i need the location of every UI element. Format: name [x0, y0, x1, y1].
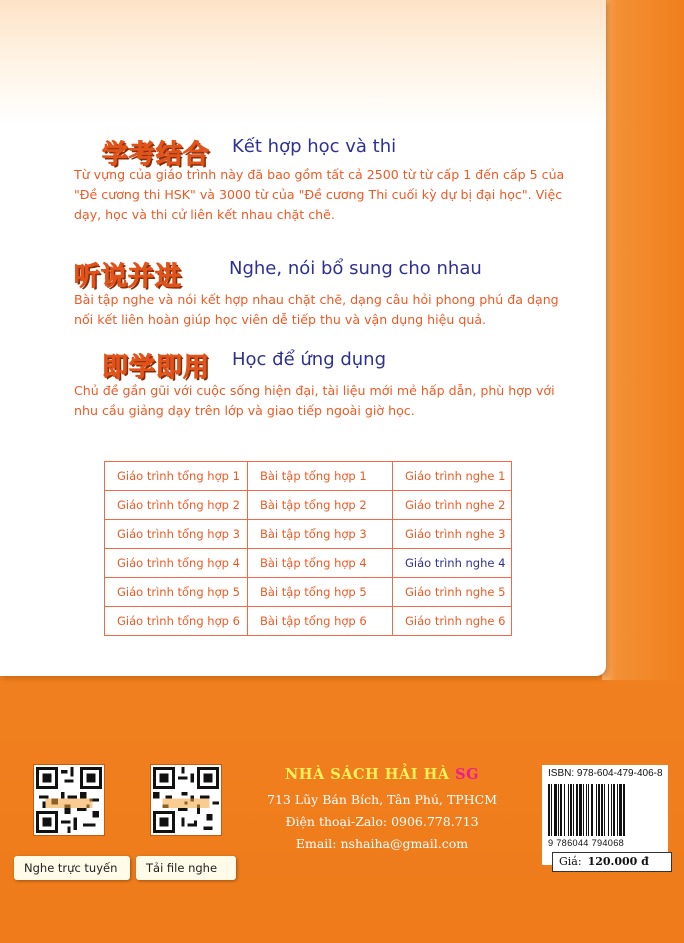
table-cell: Giáo trình tổng hợp 6	[105, 607, 248, 636]
table-row	[105, 491, 512, 520]
listen-online-label[interactable]: Nghe trực tuyến	[14, 856, 130, 880]
table-cell: Giáo trình tổng hợp 5	[105, 578, 248, 607]
section-line: "Đề cương thi HSK" và 3000 từ của "Đề cương Thi cuối kỳ dự bị đại học". Việc	[74, 187, 563, 202]
table-cell: Giáo trình tổng hợp 2	[105, 491, 248, 520]
side-stripe	[602, 0, 684, 680]
qr-code-icon	[153, 767, 219, 833]
table-cell: Bài tập tổng hợp 4	[248, 549, 393, 578]
table-cell: Giáo trình tổng hợp 4	[105, 549, 248, 578]
section-vn-title: Học để ứng dụng	[232, 349, 387, 370]
barcode-icon	[548, 784, 662, 838]
table-cell-highlighted: Giáo trình nghe 4	[393, 549, 512, 578]
table-cell: Bài tập tổng hợp 6	[248, 607, 393, 636]
publisher-name-suffix: SG	[455, 766, 479, 783]
section-line: Bài tập nghe và nói kết hợp nhau chặt chẽ, dạng câu hỏi phong phú đa dạng	[74, 292, 559, 307]
book-series-table	[104, 461, 512, 636]
qr-code-listen-online[interactable]	[34, 765, 104, 835]
section-learn-apply	[74, 347, 574, 421]
section-line: Chủ đề gần gũi với cuộc sống hiện đại, tài liệu mới mẻ hấp dẫn, phù hợp với	[74, 383, 555, 398]
table-cell: Giáo trình nghe 6	[393, 607, 512, 636]
table-row	[105, 520, 512, 549]
publisher-phone: Điện thoại-Zalo: 0906.778.713	[285, 814, 479, 829]
section-line: Từ vựng của giáo trình này đã bao gồm tất cả 2500 từ từ cấp 1 đến cấp 5 của	[74, 167, 565, 182]
barcode-digits: 9 786044 794068	[548, 838, 625, 848]
table-cell: Bài tập tổng hợp 3	[248, 520, 393, 549]
price-label: Giá:	[559, 855, 582, 868]
section-cn-title: 听说并进	[74, 262, 183, 292]
qr-code-icon	[36, 767, 102, 833]
price-value: 120.000 đ	[587, 855, 649, 868]
section-listen-speak	[74, 256, 574, 330]
table-cell: Giáo trình nghe 1	[393, 462, 512, 491]
section-line: nối kết liên hoàn giúp học viên dễ tiếp thu và vận dụng hiệu quả.	[74, 312, 487, 327]
table-cell: Giáo trình tổng hợp 3	[105, 520, 248, 549]
table-row	[105, 462, 512, 491]
table-row	[105, 607, 512, 636]
section-vn-title: Nghe, nói bổ sung cho nhau	[229, 258, 482, 279]
section-vn-title: Kết hợp học và thi	[232, 136, 397, 157]
table-cell: Bài tập tổng hợp 5	[248, 578, 393, 607]
qr-code-download[interactable]	[151, 765, 221, 835]
publisher-address: 713 Lũy Bán Bích, Tân Phú, TPHCM	[267, 792, 497, 807]
table-cell: Bài tập tổng hợp 2	[248, 491, 393, 520]
isbn-number: ISBN: 978-604-479-406-8	[548, 768, 663, 779]
table-cell: Bài tập tổng hợp 1	[248, 462, 393, 491]
section-study-exam	[74, 134, 574, 225]
table-cell: Giáo trình nghe 5	[393, 578, 512, 607]
publisher-info	[262, 766, 502, 855]
table-row	[105, 578, 512, 607]
publisher-name: NHÀ SÁCH HẢI HÀ SG	[285, 766, 479, 783]
section-cn-title: 即学即用	[102, 353, 211, 383]
table-cell: Giáo trình tổng hợp 1	[105, 462, 248, 491]
download-audio-label[interactable]: Tải file nghe	[136, 856, 236, 880]
table-cell: Giáo trình nghe 2	[393, 491, 512, 520]
price-box	[552, 852, 672, 872]
table-cell: Giáo trình nghe 3	[393, 520, 512, 549]
section-line: dạy, học và thi cử liên kết nhau chặt chẽ.	[74, 207, 335, 222]
section-cn-title: 学考结合	[102, 140, 211, 170]
publisher-email: Email: nshaiha@gmail.com	[295, 836, 469, 851]
table-row	[105, 549, 512, 578]
section-line: nhu cầu giảng dạy trên lớp và giao tiếp ngoài giờ học.	[74, 403, 415, 418]
